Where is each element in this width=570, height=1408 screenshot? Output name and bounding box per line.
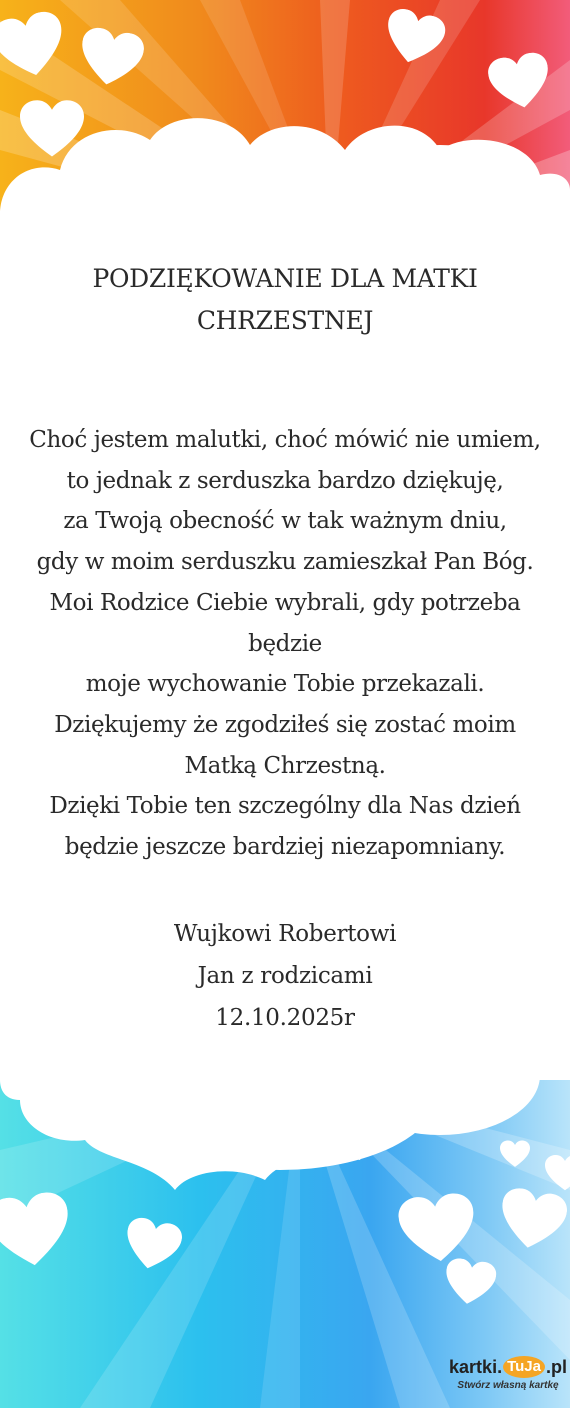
brand-name xyxy=(449,1356,567,1378)
card-signature xyxy=(60,913,510,1039)
poem-line: Choć jestem malutki, choć mówić nie umiem, xyxy=(29,427,541,453)
card-title xyxy=(60,258,510,342)
poem-line: Moi Rodzice Ciebie wybrali, gdy potrzeba xyxy=(49,589,521,616)
poem-line: moje wychowanie Tobie przekazali. xyxy=(85,671,485,698)
poem-line: Dziękujemy że zgodziłeś się zostać moim xyxy=(54,711,516,738)
title-line: PODZIĘKOWANIE DLA MATKI xyxy=(92,264,478,293)
title-line: CHRZESTNEJ xyxy=(196,306,374,335)
poem-line: Matką Chrzestną. xyxy=(184,752,386,779)
signature-line: Wujkowi Robertowi xyxy=(173,921,397,947)
poem-line: będzie jeszcze bardziej niezapomniany. xyxy=(64,834,506,861)
poem-line: gdy w moim serduszku zamieszkał Pan Bóg. xyxy=(36,549,534,576)
poem-line: to jednak z serduszka bardzo dziękuję, xyxy=(66,467,504,494)
poem-line: za Twoją obecność w tak ważnym dniu, xyxy=(63,508,507,535)
brand-suffix: .pl xyxy=(545,1356,567,1377)
brand-badge: TuJa xyxy=(503,1356,545,1378)
signature-line: 12.10.2025r xyxy=(215,1005,355,1031)
brand-tagline: Stwórz własną kartkę xyxy=(457,1380,559,1391)
poem-line: Dzięki Tobie ten szczególny dla Nas dzień xyxy=(49,793,521,820)
signature-line: Jan z rodzicami xyxy=(197,963,373,989)
brand-prefix: kartki. xyxy=(449,1356,503,1377)
brand-logo[interactable] xyxy=(449,1354,567,1402)
card-poem xyxy=(20,420,550,868)
poem-line: będzie xyxy=(248,630,322,657)
